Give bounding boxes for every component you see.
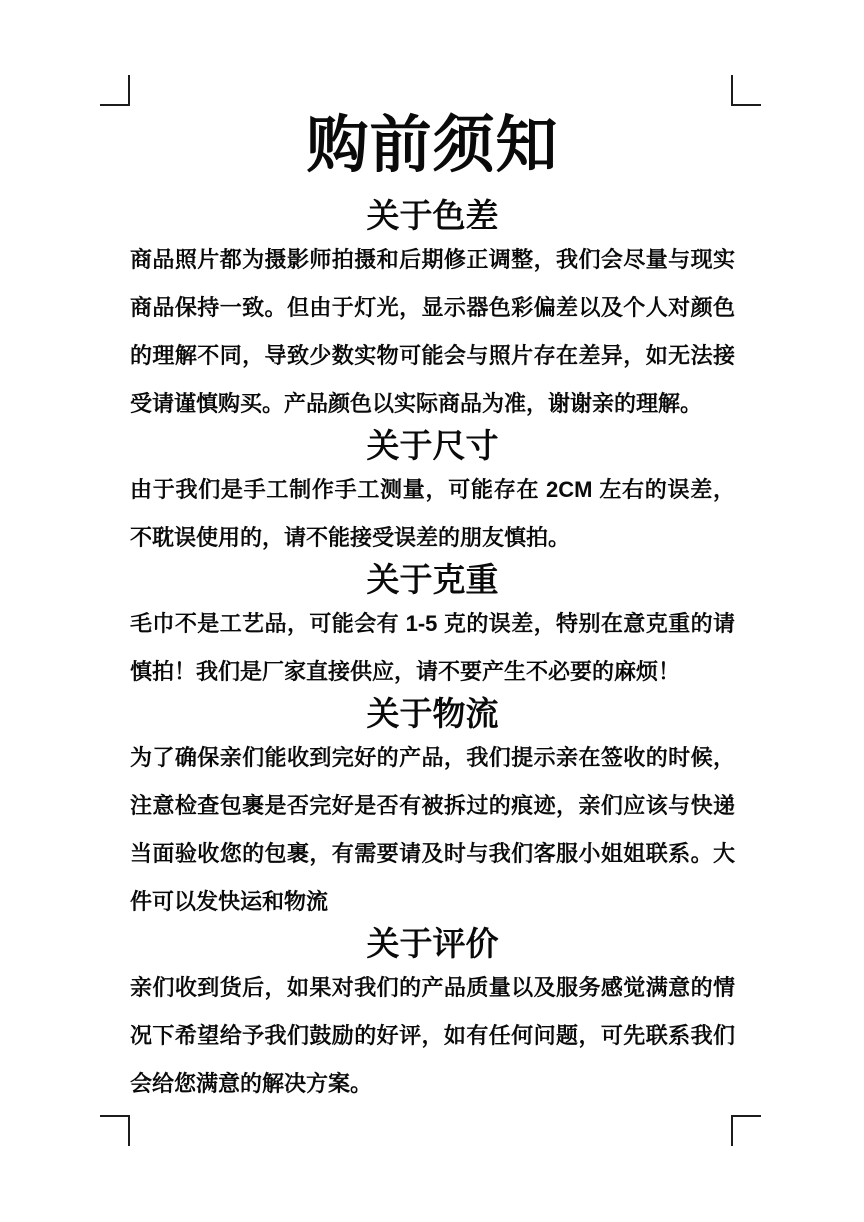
page-title: 购前须知 [306,111,559,180]
section-heading-logistics: 关于物流 [366,695,499,732]
document-content [130,0,735,1108]
section-heading-review: 关于评价 [366,925,499,962]
section-body-size: 由于我们是手工制作手工测量，可能存在 2CM 左右的误差，不耽误使用的，请不能接受误差的朋友慎拍。 [130,477,735,550]
section-body-review: 亲们收到货后，如果对我们的产品质量以及服务感觉满意的情况下希望给予我们鼓励的好评，如有任何问题，可先联系我们会给您满意的解决方案。 [130,975,735,1096]
section-heading-size: 关于尺寸 [366,427,499,464]
crop-mark-bottom-left-icon [100,1115,130,1146]
crop-mark-top-right-icon [731,75,761,106]
section-heading-color-difference: 关于色差 [366,197,499,234]
section-body-logistics: 为了确保亲们能收到完好的产品，我们提示亲在签收的时候，注意检查包裹是否完好是否有被拆过的痕迹，亲们应该与快递当面验收您的包裹，有需要请及时与我们客服小姐姐联系。大件可以发快运和物流 [130,745,735,914]
section-body-weight: 毛巾不是工艺品，可能会有 1-5 克的误差，特别在意克重的请慎拍！我们是厂家直接供应，请不要产生不必要的麻烦！ [130,611,735,684]
crop-mark-top-left-icon [100,75,130,106]
section-body-color-difference: 商品照片都为摄影师拍摄和后期修正调整，我们会尽量与现实商品保持一致。但由于灯光，显示器色彩偏差以及个人对颜色的理解不同，导致少数实物可能会与照片存在差异，如无法接受请谨慎购买。产品颜色以实际商品为准，谢谢亲的理解。 [130,247,735,416]
crop-mark-bottom-right-icon [731,1115,761,1146]
section-heading-weight: 关于克重 [366,561,499,598]
